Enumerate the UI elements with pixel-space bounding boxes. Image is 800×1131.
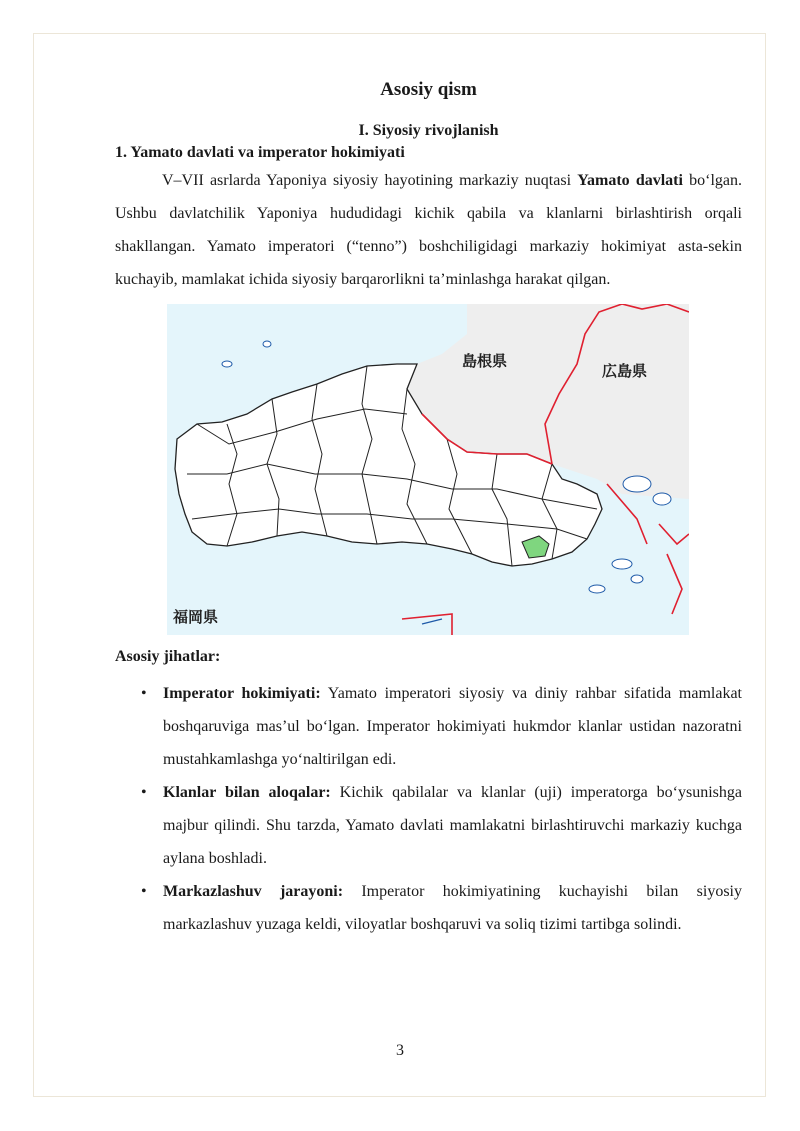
intro-text-2: bo‘lgan. Ushbu davlatchilik Yaponiya hududidagi kichik qabila va klanlarni birlashtirish orqali shakllangan. Yamato imperatori (“tenno”) boshchiligidagi markaziy hokimiyat asta-sekin kuchayib, mamlakat ichida siyosiy barqarorlikni ta’minlashga harakat qilgan. xyxy=(115,172,743,288)
intro-text-1: V–VII asrlarda Yaponiya siyosiy hayotining markaziy nuqtasi xyxy=(162,172,578,189)
intro-bold-term: Yamato davlati xyxy=(577,172,683,189)
aspect-term: Imperator hokimiyati: xyxy=(163,685,321,702)
subsection-title: 1. Yamato davlati va imperator hokimiyati xyxy=(115,144,405,161)
aspects-title: Asosiy jihatlar: xyxy=(115,648,221,665)
aspect-text: Kichik qabilalar va klanlar (uji) imperatorga bo‘ysunishga majbur qilindi. Shu tarzda, Yamato davlati mamlakatni birlashtiruvchi markaziy kuchga aylana boshladi. xyxy=(163,784,743,867)
prefecture-map xyxy=(167,304,689,635)
aspects-list xyxy=(115,677,742,941)
aspect-text: Imperator hokimiyatining kuchayishi bilan siyosiy markazlashuv yuzaga keldi, viloyatlar boshqaruvi va soliq tizimi tartibga solindi. xyxy=(163,883,742,933)
aspect-text: Yamato imperatori siyosiy va diniy rahbar sifatida mamlakat boshqaruviga mas’ul bo‘lgan. Imperator hokimiyati hukmdor klanlar ustidan nazoratni mustahkamlashga yo‘naltirilgan edi. xyxy=(163,685,742,768)
map-label-shimane: 島根県 xyxy=(462,352,508,370)
aspect-item-klanlar xyxy=(115,776,742,875)
bullet-icon: • xyxy=(141,883,147,900)
aspect-item-imperator xyxy=(115,677,742,776)
aspect-term: Klanlar bilan aloqalar: xyxy=(163,784,331,801)
section-title: I. Siyosiy rivojlanish xyxy=(358,122,499,139)
map-label-hiroshima: 広島県 xyxy=(602,362,648,380)
map-label-fukuoka: 福岡県 xyxy=(173,608,219,626)
intro-paragraph xyxy=(115,164,742,296)
page-number: 3 xyxy=(396,1042,404,1059)
page-heading: Asosiy qism xyxy=(380,79,477,100)
aspect-term: Markazlashuv jarayoni: xyxy=(163,883,344,900)
bullet-icon: • xyxy=(141,685,147,702)
bullet-icon: • xyxy=(141,784,147,801)
page-content xyxy=(115,74,742,941)
aspect-item-markazlashuv xyxy=(115,875,742,941)
